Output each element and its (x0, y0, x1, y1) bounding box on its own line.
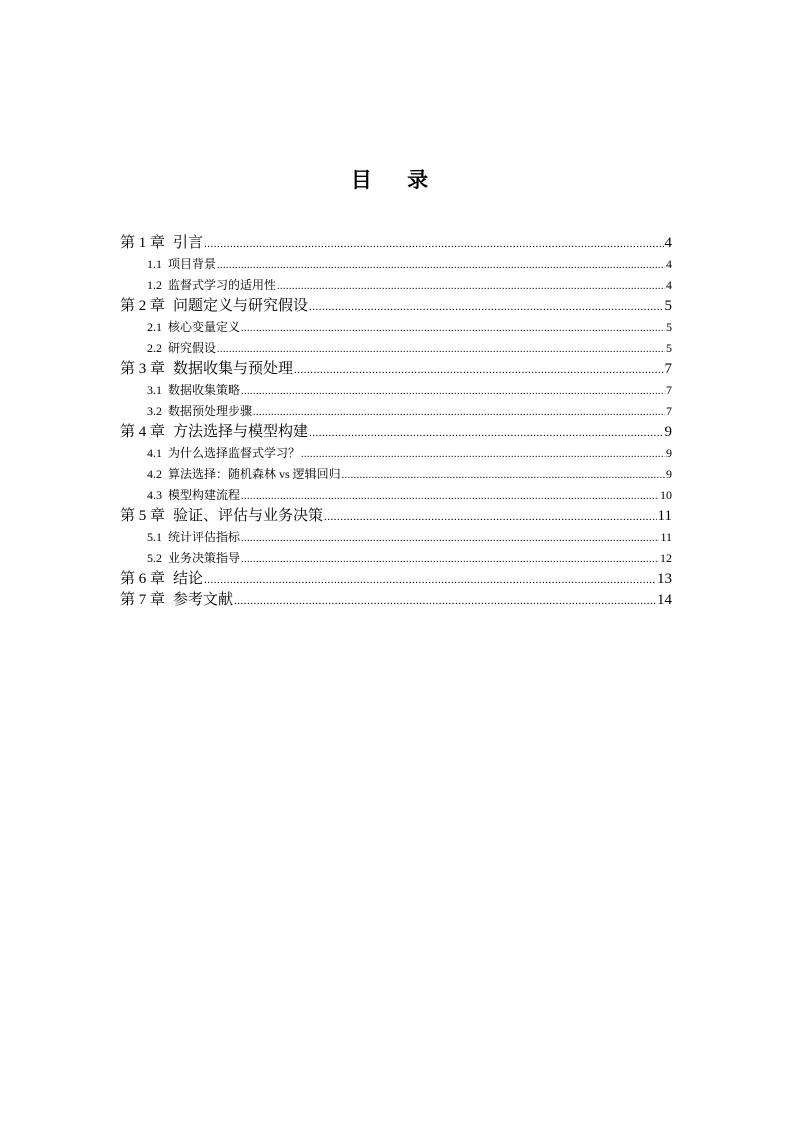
toc-entry-number: 第 7 章 (120, 592, 166, 608)
toc-entry[interactable] (120, 254, 672, 275)
toc-leader-dots (241, 317, 665, 339)
toc-entry[interactable] (120, 506, 672, 527)
toc-entry-page: 12 (660, 551, 672, 565)
toc-entry[interactable] (120, 275, 672, 296)
toc-entry-title: 核心变量定义 (168, 320, 241, 334)
toc-entry-title: 为什么选择监督式学习？ (168, 446, 301, 460)
toc-entry[interactable] (120, 464, 672, 485)
toc-leader-dots (204, 569, 656, 591)
toc-entry[interactable] (120, 590, 672, 611)
toc-entry-page: 11 (660, 530, 672, 544)
toc-leader-dots (277, 275, 665, 297)
toc-entry[interactable] (120, 233, 672, 254)
toc-entry-page: 7 (666, 404, 672, 418)
toc-entry-number: 第 4 章 (120, 424, 166, 440)
toc-entry[interactable] (120, 317, 672, 338)
toc-entry-page: 5 (666, 341, 672, 355)
toc-entry[interactable] (120, 338, 672, 359)
toc-entry-title: 模型构建流程 (168, 488, 241, 502)
toc-entry-page: 9 (666, 467, 672, 481)
toc-entry-title: 算法选择：随机森林 vs 逻辑回归 (168, 467, 341, 481)
toc-leader-dots (241, 380, 665, 402)
toc-entry[interactable] (120, 569, 672, 590)
toc-entry-page: 13 (657, 571, 672, 587)
toc-leader-dots (309, 422, 663, 444)
toc-entry-title: 数据收集与预处理 (173, 361, 294, 377)
toc-leader-dots (241, 548, 659, 570)
toc-entry-number: 第 6 章 (120, 571, 166, 587)
toc-entry-number: 2.2 (147, 341, 162, 355)
toc-leader-dots (241, 527, 659, 549)
toc-entry-title: 业务决策指导 (168, 551, 241, 565)
toc-entry[interactable] (120, 527, 672, 548)
toc-entry[interactable] (120, 401, 672, 422)
toc-entry-title: 引言 (173, 235, 204, 251)
toc-entry-page: 5 (664, 298, 672, 314)
toc-entry[interactable] (120, 443, 672, 464)
toc-entry-title: 监督式学习的适用性 (168, 278, 277, 292)
toc-entry-page: 9 (666, 446, 672, 460)
toc-entry-title: 参考文献 (173, 592, 234, 608)
toc-entry-title: 项目背景 (168, 257, 217, 271)
toc-entry-number: 2.1 (147, 320, 162, 334)
toc-leader-dots (342, 464, 665, 486)
toc-leader-dots (241, 485, 659, 507)
toc-entry-number: 4.3 (147, 488, 162, 502)
toc-entry[interactable] (120, 548, 672, 569)
toc-entry-page: 5 (666, 320, 672, 334)
toc-entry-title: 统计评估指标 (168, 530, 241, 544)
toc-entry-title: 验证、评估与业务决策 (173, 508, 324, 524)
toc-entry-number: 3.1 (147, 383, 162, 397)
toc-entry-page: 10 (660, 488, 672, 502)
toc-entry-title: 数据预处理步骤 (168, 404, 253, 418)
toc-entry-page: 9 (664, 424, 672, 440)
toc-entry-page: 14 (657, 592, 672, 608)
toc-entry[interactable] (120, 359, 672, 380)
table-of-contents (120, 233, 672, 611)
toc-entry-page: 4 (666, 257, 672, 271)
toc-entry-page: 7 (666, 383, 672, 397)
toc-leader-dots (309, 296, 663, 318)
toc-entry-number: 5.1 (147, 530, 162, 544)
toc-entry-title: 问题定义与研究假设 (173, 298, 309, 314)
toc-leader-dots (294, 359, 663, 381)
toc-entry-number: 第 5 章 (120, 508, 166, 524)
toc-leader-dots (324, 506, 657, 528)
toc-entry-title: 研究假设 (168, 341, 217, 355)
toc-entry[interactable] (120, 485, 672, 506)
toc-entry-number: 第 2 章 (120, 298, 166, 314)
toc-entry-page: 7 (664, 361, 672, 377)
toc-entry-number: 4.1 (147, 446, 162, 460)
toc-entry[interactable] (120, 296, 672, 317)
toc-entry-page: 11 (657, 508, 672, 524)
toc-entry-number: 1.1 (147, 257, 162, 271)
toc-entry-title: 方法选择与模型构建 (173, 424, 309, 440)
toc-entry-number: 第 3 章 (120, 361, 166, 377)
toc-entry-number: 4.2 (147, 467, 162, 481)
toc-leader-dots (217, 254, 665, 276)
toc-entry[interactable] (120, 422, 672, 443)
toc-entry-title: 结论 (173, 571, 204, 587)
toc-leader-dots (217, 338, 665, 360)
toc-entry-number: 第 1 章 (120, 235, 166, 251)
page-title: 目 录 (350, 168, 443, 192)
toc-leader-dots (204, 233, 663, 255)
toc-entry-page: 4 (664, 235, 672, 251)
toc-leader-dots (234, 590, 656, 612)
toc-entry-title: 数据收集策略 (168, 383, 241, 397)
toc-leader-dots (301, 443, 665, 465)
toc-entry-number: 1.2 (147, 278, 162, 292)
toc-entry-number: 5.2 (147, 551, 162, 565)
toc-entry-page: 4 (666, 278, 672, 292)
toc-leader-dots (253, 401, 665, 423)
toc-entry-number: 3.2 (147, 404, 162, 418)
toc-entry[interactable] (120, 380, 672, 401)
